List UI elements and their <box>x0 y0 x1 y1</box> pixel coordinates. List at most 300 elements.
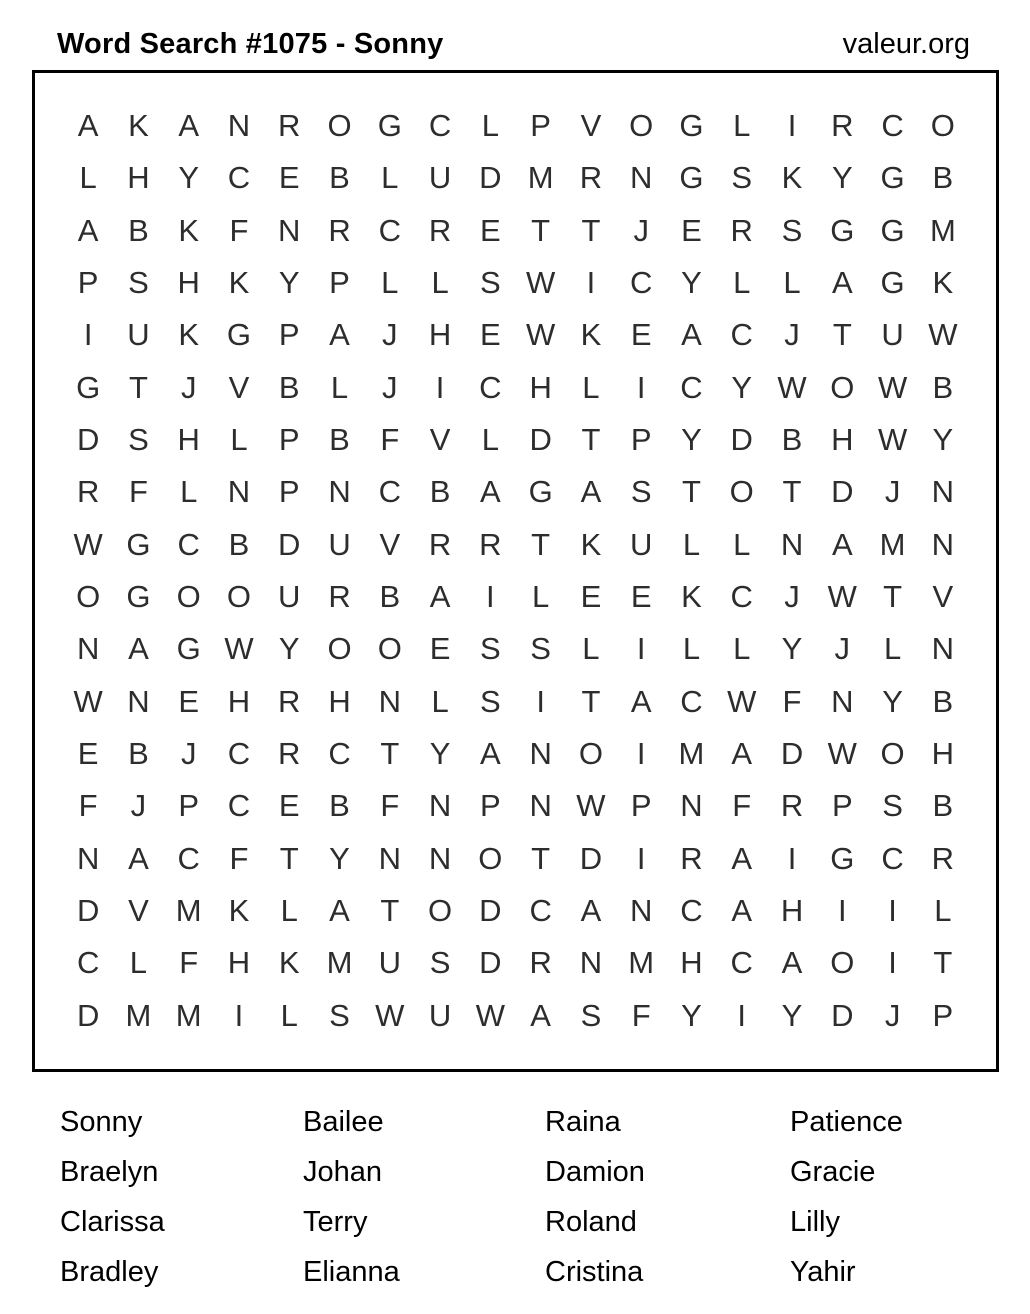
grid-cell: R <box>278 736 301 772</box>
grid-cell: U <box>328 526 351 562</box>
grid-cell: C <box>428 108 452 144</box>
grid-cell: H <box>831 422 854 458</box>
grid-cell: O <box>377 631 402 667</box>
grid-cell: F <box>782 683 802 719</box>
grid-cell: T <box>933 945 953 981</box>
grid-cell: V <box>379 526 401 562</box>
grid-cell: N <box>629 160 653 196</box>
word-list-column <box>790 1097 903 1297</box>
grid-cell: L <box>783 265 801 301</box>
grid-cell: F <box>128 474 148 510</box>
grid-cell: R <box>76 474 100 510</box>
grid-cell: R <box>428 526 452 562</box>
grid-cell: H <box>227 683 251 719</box>
grid-cell: D <box>479 160 502 196</box>
grid-cell: G <box>377 108 402 144</box>
grid-cell: C <box>881 840 904 876</box>
grid-cell: C <box>730 579 753 615</box>
grid-cell: L <box>883 631 902 667</box>
grid-cell: O <box>830 945 855 981</box>
grid-cell: T <box>531 840 551 876</box>
grid-cell: L <box>682 631 701 667</box>
grid-cell: I <box>234 997 244 1033</box>
grid-cell: L <box>280 893 298 929</box>
grid-cell: T <box>531 212 551 248</box>
grid-cell: W <box>73 683 103 719</box>
grid-cell: W <box>576 788 606 824</box>
grid-cell: N <box>680 788 703 824</box>
grid-cell: W <box>375 997 405 1033</box>
grid-cell: T <box>581 683 601 719</box>
grid-cell: Y <box>781 997 803 1033</box>
grid-cell: M <box>125 997 152 1033</box>
grid-cell: Y <box>278 265 300 301</box>
grid-cell: C <box>378 474 401 510</box>
word-list-column <box>545 1097 645 1297</box>
grid-cell: K <box>178 212 200 248</box>
grid-cell: F <box>78 788 98 824</box>
grid-cell: H <box>127 160 150 196</box>
grid-cell: O <box>729 474 754 510</box>
grid-cell: M <box>628 945 655 981</box>
grid-cell: M <box>527 160 554 196</box>
grid-cell: D <box>831 474 854 510</box>
grid-cell: C <box>177 840 200 876</box>
grid-cell: Y <box>831 160 853 196</box>
grid-cell: B <box>228 526 250 562</box>
grid-cell: S <box>480 631 501 667</box>
grid-cell: K <box>580 317 602 353</box>
grid-cell: P <box>278 317 300 353</box>
grid-cell: R <box>328 579 351 615</box>
grid-cell: K <box>932 265 954 301</box>
grid-cell: A <box>580 893 602 929</box>
grid-cell: C <box>328 736 351 772</box>
page-header <box>57 28 970 61</box>
grid-cell: I <box>636 631 646 667</box>
grid-cell: A <box>831 265 853 301</box>
grid-cell: K <box>580 526 602 562</box>
grid-cell: I <box>888 893 897 929</box>
grid-cell: W <box>928 317 958 353</box>
grid-cell: M <box>929 212 956 248</box>
word-list-item: Damion <box>545 1156 645 1188</box>
grid-cell: L <box>330 369 349 405</box>
grid-cell: O <box>327 108 352 144</box>
grid-cell: K <box>178 317 200 353</box>
grid-cell: P <box>329 265 350 301</box>
grid-cell: J <box>784 317 800 353</box>
grid-cell: A <box>630 683 652 719</box>
grid-cell: I <box>837 893 847 929</box>
grid-cell: S <box>480 265 501 301</box>
word-search-grid <box>32 70 999 1072</box>
grid-cell: U <box>378 945 401 981</box>
grid-cell: O <box>428 893 453 929</box>
grid-cell: N <box>227 474 251 510</box>
grid-cell: R <box>730 212 753 248</box>
grid-cell: J <box>382 369 398 405</box>
word-list-item: Elianna <box>303 1256 400 1288</box>
grid-cell: A <box>781 945 803 981</box>
grid-cell: B <box>781 422 803 458</box>
grid-cell: L <box>481 422 499 458</box>
grid-cell: F <box>732 788 752 824</box>
grid-cell: M <box>175 997 202 1033</box>
grid-cell: G <box>126 579 151 615</box>
grid-cell: S <box>128 265 149 301</box>
grid-cell: J <box>884 997 901 1033</box>
grid-cell: H <box>780 893 804 929</box>
word-list-item: Clarissa <box>60 1206 165 1238</box>
grid-cell: L <box>934 893 952 929</box>
grid-cell: P <box>630 422 652 458</box>
word-list-item: Gracie <box>790 1156 876 1188</box>
grid-cell: C <box>730 317 753 353</box>
grid-cell: P <box>278 474 300 510</box>
grid-cell: B <box>932 369 954 405</box>
grid-cell: P <box>480 788 501 824</box>
grid-cell: N <box>76 631 100 667</box>
grid-cell: G <box>830 212 855 248</box>
grid-cell: Y <box>681 997 702 1033</box>
grid-cell: W <box>827 736 857 772</box>
grid-cell: P <box>278 422 300 458</box>
grid-cell: L <box>733 526 751 562</box>
grid-cell: B <box>329 788 350 824</box>
grid-cell: L <box>582 369 600 405</box>
grid-cell: P <box>932 997 954 1033</box>
grid-cell: I <box>586 265 596 301</box>
grid-cell: U <box>881 317 904 353</box>
grid-cell: L <box>431 265 449 301</box>
grid-cell: S <box>429 945 451 981</box>
grid-cell: E <box>480 317 501 353</box>
grid-cell: N <box>127 683 150 719</box>
grid-cell: I <box>636 369 646 405</box>
grid-cell: I <box>486 579 495 615</box>
grid-cell: O <box>578 736 603 772</box>
grid-cell: B <box>128 212 149 248</box>
grid-cell: Y <box>278 631 300 667</box>
grid-cell: A <box>178 108 200 144</box>
grid-cell: N <box>328 474 351 510</box>
grid-cell: I <box>737 997 747 1033</box>
grid-cell: H <box>529 369 552 405</box>
word-list-item: Cristina <box>545 1256 644 1288</box>
grid-cell: N <box>529 736 552 772</box>
grid-cell: H <box>328 683 351 719</box>
grid-cell: O <box>76 579 101 615</box>
grid-cell: C <box>680 683 703 719</box>
grid-cell: W <box>827 579 857 615</box>
grid-cell: W <box>526 317 556 353</box>
grid-cell: E <box>480 212 501 248</box>
word-list-item: Lilly <box>790 1206 840 1238</box>
grid-cell: L <box>682 526 701 562</box>
grid-cell: N <box>278 212 301 248</box>
grid-cell: D <box>76 893 100 929</box>
grid-cell: N <box>780 526 804 562</box>
word-list-column <box>60 1097 165 1297</box>
grid-cell: G <box>226 317 252 353</box>
grid-cell: T <box>581 212 601 248</box>
grid-cell: N <box>579 945 603 981</box>
grid-cell: N <box>227 108 251 144</box>
grid-cell: F <box>380 788 400 824</box>
site-name: valeur.org <box>842 28 970 60</box>
grid-cell: A <box>831 526 853 562</box>
grid-cell: F <box>380 422 400 458</box>
grid-cell: T <box>531 526 551 562</box>
grid-cell: R <box>278 108 301 144</box>
grid-cell: Y <box>329 840 350 876</box>
grid-cell: Y <box>932 422 954 458</box>
grid-cell: T <box>380 736 400 772</box>
grid-cell: A <box>580 474 602 510</box>
grid-cell: L <box>129 945 148 981</box>
page-title: Word Search #1075 - Sonny <box>57 28 444 60</box>
grid-cell: B <box>128 736 149 772</box>
grid-cell: N <box>378 683 401 719</box>
grid-cell: Y <box>681 422 702 458</box>
grid-cell: R <box>831 108 854 144</box>
grid-cell: E <box>278 160 300 196</box>
grid-cell: R <box>328 212 351 248</box>
grid-cell: C <box>680 369 703 405</box>
grid-cell: P <box>77 265 99 301</box>
grid-cell: U <box>428 160 452 196</box>
grid-cell: I <box>536 683 545 719</box>
grid-cell: O <box>629 108 654 144</box>
grid-cell: P <box>178 788 200 824</box>
grid-cell: D <box>479 945 502 981</box>
grid-cell: D <box>76 997 100 1033</box>
grid-cell: A <box>681 317 702 353</box>
grid-cell: E <box>77 736 99 772</box>
word-list-item: Bradley <box>60 1256 159 1288</box>
grid-cell: I <box>636 840 646 876</box>
grid-cell: T <box>128 369 148 405</box>
grid-cell: H <box>177 265 200 301</box>
grid-cell: V <box>128 893 149 929</box>
grid-cell: E <box>630 579 652 615</box>
grid-cell: F <box>179 945 199 981</box>
grid-cell: U <box>278 579 301 615</box>
grid-cell: W <box>73 526 103 562</box>
grid-cell: B <box>429 474 451 510</box>
grid-cell: L <box>733 265 751 301</box>
grid-cell: C <box>529 893 552 929</box>
grid-cell: I <box>787 840 797 876</box>
grid-cell: C <box>227 788 251 824</box>
grid-cell: A <box>128 631 149 667</box>
grid-cell: Y <box>781 631 803 667</box>
grid-cell: W <box>526 265 556 301</box>
grid-cell: C <box>177 526 200 562</box>
grid-cell: C <box>378 212 401 248</box>
grid-cell: V <box>228 369 250 405</box>
grid-cell: J <box>834 631 851 667</box>
grid-cell: W <box>877 369 908 405</box>
grid-cell: R <box>479 526 502 562</box>
grid-cell: C <box>76 945 100 981</box>
grid-cell: J <box>884 474 901 510</box>
grid-cell: G <box>176 631 201 667</box>
grid-cell: A <box>530 997 551 1033</box>
grid-cell: S <box>580 997 602 1033</box>
grid-cell: O <box>478 840 503 876</box>
grid-cell: B <box>932 160 954 196</box>
grid-cell: J <box>633 212 649 248</box>
grid-cell: P <box>831 788 853 824</box>
word-list <box>0 1097 1030 1307</box>
grid-cell: N <box>428 840 452 876</box>
grid-cell: G <box>880 212 905 248</box>
grid-cell: C <box>629 265 653 301</box>
grid-cell: P <box>530 108 551 144</box>
grid-cell: C <box>881 108 904 144</box>
grid-cell: L <box>381 265 399 301</box>
grid-cell: H <box>177 422 200 458</box>
grid-cell: L <box>481 108 499 144</box>
grid-cell: R <box>278 683 301 719</box>
word-list-item: Patience <box>790 1106 903 1138</box>
grid-cell: W <box>727 683 757 719</box>
grid-cell: L <box>381 160 399 196</box>
grid-cell: O <box>880 736 905 772</box>
grid-cell: I <box>83 317 93 353</box>
grid-cell: R <box>931 840 955 876</box>
grid-cell: N <box>629 893 653 929</box>
grid-cell: Y <box>882 683 903 719</box>
grid-cell: S <box>781 212 803 248</box>
grid-cell: A <box>329 317 350 353</box>
grid-cell: N <box>931 631 955 667</box>
grid-cell: W <box>877 422 908 458</box>
grid-cell: T <box>832 317 852 353</box>
grid-cell: K <box>681 579 702 615</box>
grid-cell: V <box>429 422 451 458</box>
grid-cell: D <box>76 422 100 458</box>
grid-cell: H <box>428 317 452 353</box>
grid-cell: E <box>429 631 451 667</box>
grid-cell: H <box>931 736 955 772</box>
grid-cell: J <box>382 317 398 353</box>
grid-cell: G <box>880 160 905 196</box>
grid-cell: I <box>636 736 646 772</box>
grid-cell: K <box>278 945 300 981</box>
grid-cell: L <box>733 108 751 144</box>
grid-cell: H <box>680 945 703 981</box>
grid-cell: D <box>529 422 552 458</box>
grid-cell: L <box>180 474 198 510</box>
grid-cell: R <box>529 945 552 981</box>
grid-cell: N <box>428 788 452 824</box>
word-list-column <box>303 1097 400 1297</box>
grid-cell: T <box>380 893 400 929</box>
grid-cell: B <box>932 683 954 719</box>
grid-cell: F <box>229 840 249 876</box>
grid-cell: D <box>579 840 603 876</box>
word-list-item: Raina <box>545 1106 621 1138</box>
grid-cell: O <box>176 579 201 615</box>
grid-cell: T <box>782 474 802 510</box>
grid-cell: S <box>128 422 149 458</box>
grid-cell: A <box>731 736 753 772</box>
grid-cell: K <box>128 108 149 144</box>
grid-cell: B <box>932 788 954 824</box>
word-list-item: Roland <box>545 1206 637 1238</box>
grid-cell: R <box>428 212 452 248</box>
grid-cell: N <box>529 788 552 824</box>
grid-cell: C <box>730 945 753 981</box>
grid-cell: S <box>530 631 551 667</box>
grid-cell: S <box>480 683 501 719</box>
word-list-item: Bailee <box>303 1106 384 1138</box>
grid-cell: D <box>479 893 502 929</box>
grid-cell: J <box>180 369 197 405</box>
grid-cell: C <box>227 736 251 772</box>
grid-cell: T <box>581 422 601 458</box>
grid-cell: F <box>631 997 651 1033</box>
grid-cell: E <box>580 579 602 615</box>
grid-cell: L <box>280 997 298 1033</box>
grid-cell: N <box>378 840 401 876</box>
grid-cell: A <box>128 840 149 876</box>
grid-cell: W <box>777 369 807 405</box>
grid-cell: E <box>278 788 300 824</box>
grid-cell: G <box>830 840 855 876</box>
grid-cell: T <box>279 840 299 876</box>
grid-cell: H <box>227 945 251 981</box>
grid-cell: D <box>780 736 804 772</box>
grid-cell: E <box>178 683 200 719</box>
grid-cell: G <box>126 526 151 562</box>
grid-cell: I <box>435 369 445 405</box>
grid-cell: A <box>329 893 350 929</box>
grid-cell: O <box>930 108 955 144</box>
grid-cell: S <box>882 788 903 824</box>
grid-cell: W <box>224 631 254 667</box>
grid-cell: S <box>329 997 350 1033</box>
word-list-item: Yahir <box>790 1256 856 1288</box>
grid-cell: L <box>79 160 97 196</box>
grid-cell: C <box>479 369 502 405</box>
grid-cell: L <box>431 683 449 719</box>
grid-cell: L <box>582 631 600 667</box>
grid-cell: J <box>784 579 800 615</box>
grid-cell: T <box>883 579 903 615</box>
grid-cell: J <box>130 788 147 824</box>
grid-cell: I <box>888 945 897 981</box>
grid-cell: M <box>326 945 353 981</box>
grid-cell: D <box>730 422 753 458</box>
grid-cell: Y <box>731 369 753 405</box>
grid-cell: C <box>680 893 703 929</box>
grid-cell: A <box>77 212 99 248</box>
grid-cell: I <box>787 108 797 144</box>
grid-cell: J <box>180 736 197 772</box>
grid-cell: K <box>781 160 803 196</box>
grid-cell: E <box>681 212 702 248</box>
grid-cell: G <box>679 160 704 196</box>
grid-cell: N <box>76 840 100 876</box>
grid-cell: R <box>780 788 804 824</box>
grid-cell: U <box>127 317 150 353</box>
grid-cell: S <box>630 474 652 510</box>
grid-cell: A <box>480 736 501 772</box>
